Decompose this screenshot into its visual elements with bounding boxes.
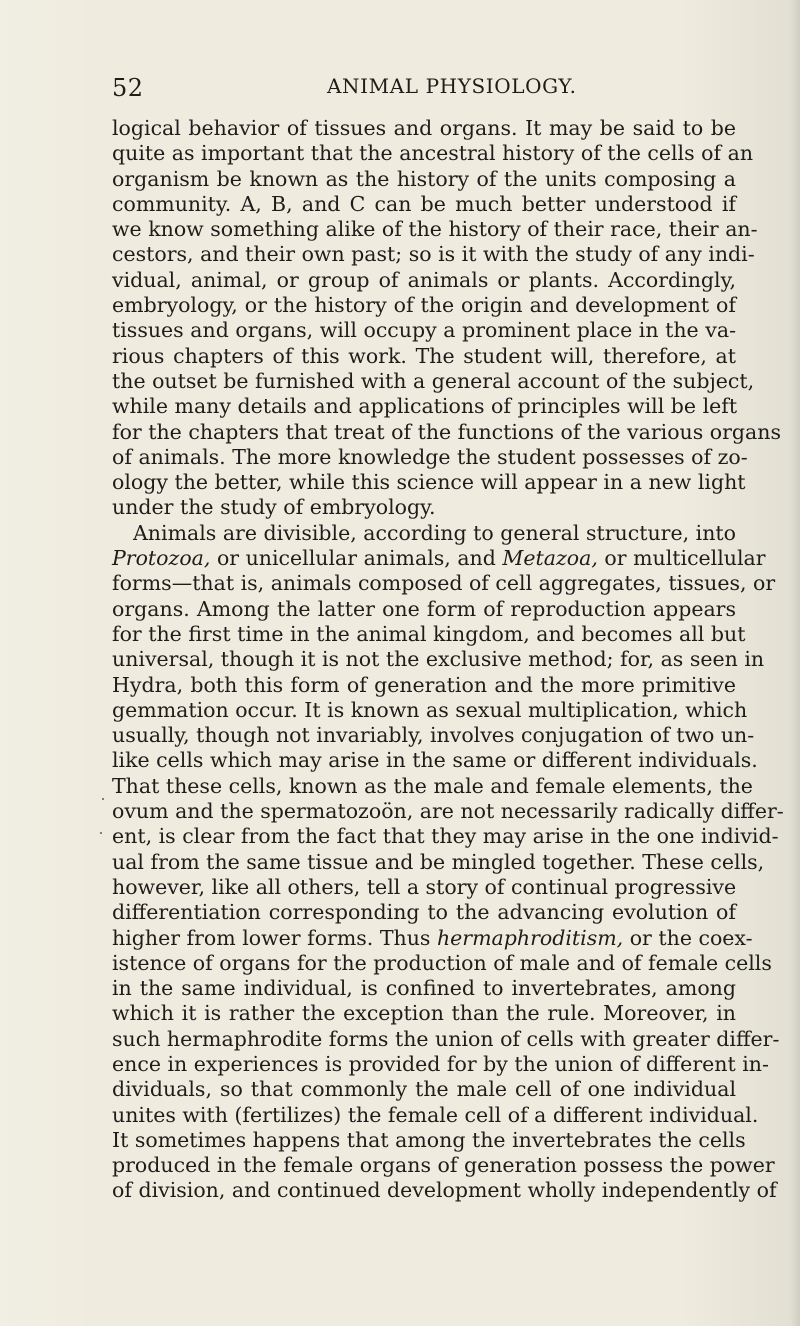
text-line: differentiation corresponding to the advancing evolution of [112,900,736,925]
text-line: like cells which may arise in the same or different individuals. [112,748,758,773]
text-line: istence of organs for the production of male and of female cells [112,950,772,975]
text-line: rious chapters of this work. The student will, therefore, at [112,343,736,368]
text-line: however, like all others, tell a story of continual progressive [112,874,737,899]
page-body-text [112,116,784,1204]
text-line: ovum and the spermatozoön, are not necessarily radically differ- [112,799,784,824]
text-line: embryology, or the history of the origin and development of [112,293,736,318]
text-line-mixed [112,546,766,571]
text-segment: or multicellular [604,546,766,571]
text-line: while many details and applications of principles will be left [112,394,738,419]
text-line: forms—that is, animals composed of cell aggregates, tissues, or [112,571,776,596]
text-line: of animals. The more knowledge the student possesses of zo- [112,444,748,469]
text-line: unites with (fertilizes) the female cell of a different individual. [112,1102,759,1127]
text-line: ence in experiences is provided for by the union of different in- [112,1051,769,1076]
text-segment: higher from lower forms. Thus [112,925,431,950]
text-line: usually, though not invariably, involves conjugation of two un- [112,723,755,748]
text-line: That these cells, known as the male and female elements, the [112,773,753,798]
text-line: Animals are divisible, according to general structure, into [133,520,736,545]
text-line: such hermaphrodite forms the union of cells with greater differ- [112,1026,780,1051]
italic-metazoa: Metazoa, [502,546,598,571]
text-segment: or the coex- [629,925,753,950]
text-line: produced in the female organs of generation possess the power [112,1153,775,1178]
text-line: ent, is clear from the fact that they may arise in the one individ- [112,824,779,849]
text-line: for the chapters that treat of the functions of the various organs [112,419,782,444]
italic-protozoa: Protozoa, [112,546,211,571]
text-line: tissues and organs, will occupy a prominent place in the va- [112,318,736,343]
text-line: gemmation occur. It is known as sexual multiplication, which [112,697,748,722]
text-line: of division, and continued development wholly independently of [112,1178,777,1203]
text-line: we know something alike of the history of their race, their an- [112,217,758,242]
text-line: Hydra, both this form of generation and the more primitive [112,672,736,697]
text-line: ology the better, while this science will appear in a new light [112,470,746,495]
text-segment: or unicellular animals, and [216,546,496,571]
page-speck [100,832,102,834]
text-line-mixed [112,925,753,951]
text-line: under the study of embryology. [112,495,436,520]
text-line: in the same individual, is confined to invertebrates, among [112,976,736,1001]
text-line: organs. Among the latter one form of reproduction appears [112,596,736,621]
text-line: the outset be furnished with a general account of the subject, [112,368,755,393]
text-line: universal, though it is not the exclusive method; for, as seen in [112,647,765,672]
text-line: which it is rather the exception than the rule. Moreover, in [112,1001,736,1026]
text-line: cestors, and their own past; so is it with the study of any indi- [112,242,755,267]
text-line: community. A, B, and C can be much better understood if [112,191,736,216]
text-line: for the first time in the animal kingdom, and becomes all but [112,621,746,646]
page-speck [102,798,104,800]
text-line: dividuals, so that commonly the male cell of one individual [112,1077,736,1102]
running-head: ANIMAL PHYSIOLOGY. [327,74,577,98]
text-line: vidual, animal, or group of animals or plants. Accordingly, [112,267,736,292]
page-edge-shadow [790,0,800,1326]
text-line: quite as important that the ancestral history of the cells of an [112,141,754,166]
text-line: ual from the same tissue and be mingled together. These cells, [112,849,765,874]
text-line: It sometimes happens that among the invertebrates the cells [112,1127,746,1152]
page-number: 52 [112,74,144,102]
italic-hermaphroditism: hermaphroditism, [436,925,624,950]
text-line: organism be known as the history of the units composing a [112,166,736,191]
text-line: logical behavior of tissues and organs. It may be said to be [112,116,736,140]
